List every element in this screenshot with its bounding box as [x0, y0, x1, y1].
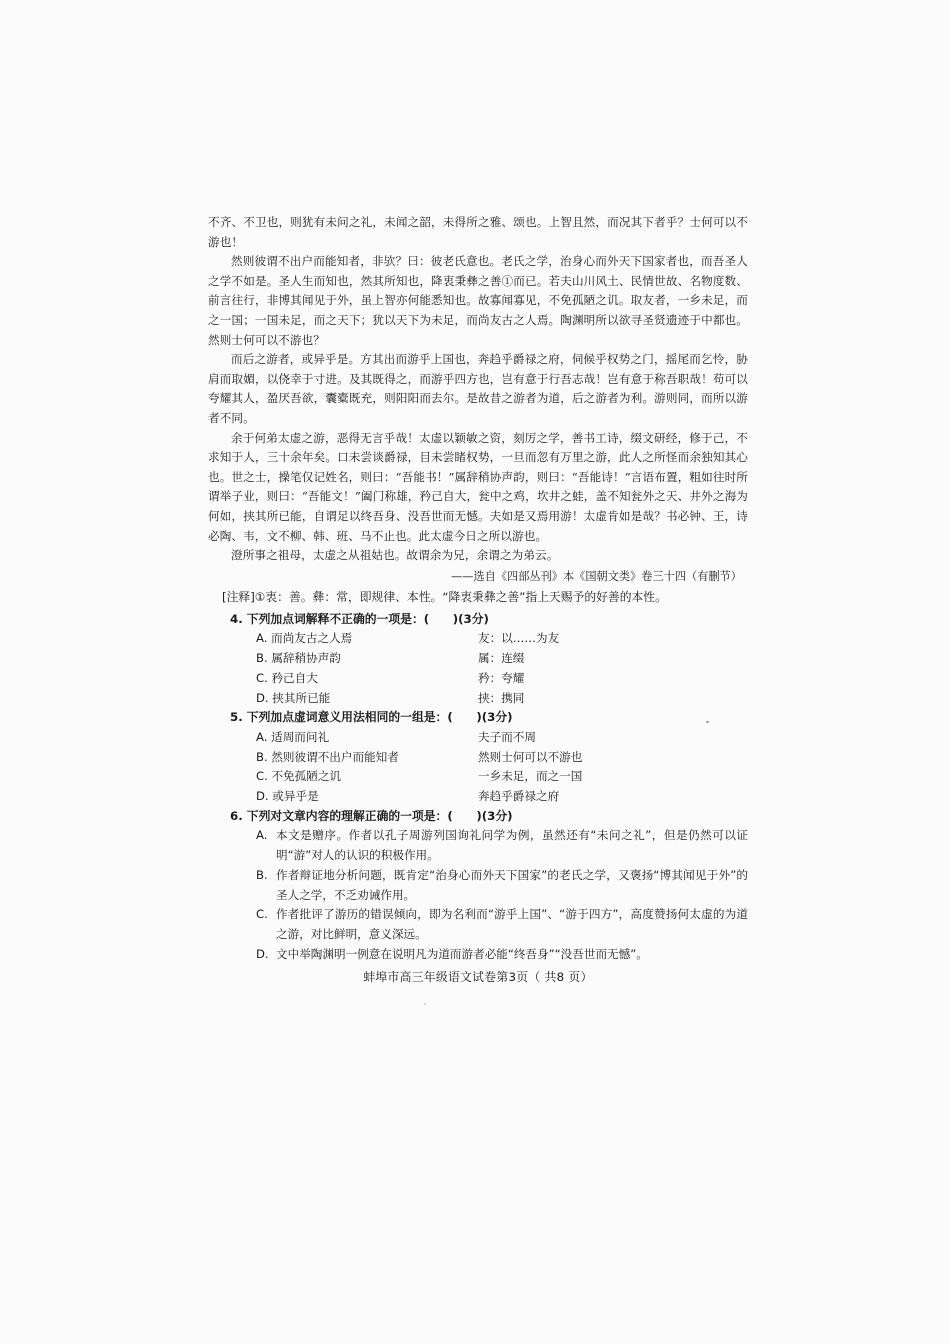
option-letter: B.: [256, 867, 268, 882]
option-text: A. 而尚友古之人焉: [256, 631, 353, 646]
option-pair: 然则士何可以不游也: [478, 749, 583, 764]
page-footer: 蚌埠市高三年级语文试卷第3页（ 共8 页）: [363, 970, 593, 985]
question-5: [208, 708, 748, 807]
question-4-option-c: [208, 669, 748, 689]
option-text: 文中举陶渊明一例意在说明凡为道而游者必能“终吾身”“没吾世而无憾”。: [276, 946, 648, 961]
question-6-option-a: [208, 826, 748, 865]
option-pair: 夫子而不周: [478, 729, 536, 744]
page-content: [208, 213, 748, 987]
classical-passage: [208, 213, 748, 586]
question-5-option-b: [208, 748, 748, 768]
option-text: D. 挟其所已能: [256, 690, 331, 705]
question-6-stem: 6. 下列对文章内容的理解正确的一项是：( )(3分): [230, 808, 513, 823]
passage-paragraph-4: 余于何弟太虚之游，恶得无言乎哉！太虚以颖敏之资，刻厉之学，善书工诗，缀文研经，修于己，不求知于人，三十余年矣。口未尝谈爵禄，目未尝睹权势，一旦而忽有万里之游，此人之所怪而余独知其心也。世之士，操笔仅记姓名，则曰：“吾能书！”属辞稍协声韵，则曰：“吾能诗！”言语布置，粗如往时所谓举子业，则曰：“吾能文！”阖门称雄，矜己自大，瓮中之鸡，坎井之蛙，盖不知瓮外之天、井外之海为何如，挟其所已能，自谓足以终吾身、没吾世而无憾。夫如是又焉用游！太虚肯如是哉？书必钟、王，诗必陶、韦，文不柳、韩、班、马不止也。此太虚今日之所以游也。: [208, 430, 748, 543]
passage-paragraph-1: 不齐、不卫也，则犹有未问之礼，未闻之韶，未得所之雅、颂也。上智且然，而况其下者乎？士何可以不游也！: [208, 215, 748, 249]
option-letter: D.: [256, 946, 269, 961]
scan-speck: [706, 721, 709, 723]
option-letter: C.: [256, 907, 268, 922]
question-4-option-d: [208, 689, 748, 709]
option-text: 作者辩证地分析问题，既肯定“治身心而外天下国家”的老氏之学，又褒扬“博其闻见于外”的圣人之学，不乏劝诫作用。: [276, 867, 748, 902]
option-gloss: 挟：携同: [478, 690, 525, 705]
question-5-option-c: [208, 767, 748, 787]
question-6-option-b: [208, 866, 748, 905]
question-5-option-d: [208, 787, 748, 807]
option-text: 作者批评了游历的错误倾向，即为名利而“游乎上国”、“游于四方”，高度赞扬何太虚的为道之游，对比鲜明，意义深远。: [276, 907, 748, 941]
option-text: C. 矜己自大: [256, 670, 318, 685]
question-4-option-a: [208, 629, 748, 649]
option-pair: 一乡未足，而之一国: [478, 769, 583, 784]
passage-source: ——选自《四部丛刊》本《国朝文类》卷三十四（有删节）: [451, 569, 742, 583]
option-text: A. 适周而问礼: [256, 729, 330, 744]
annotation-note: [注释]①衷：善。彝：常，即规律、本性。“降衷秉彝之善”指上天赐予的好善的本性。: [222, 589, 667, 604]
question-6-option-d: [208, 945, 748, 965]
question-4: [208, 610, 748, 709]
option-gloss: 矜：夸耀: [478, 670, 525, 685]
option-gloss: 友：以……为友: [478, 631, 560, 646]
option-text: B. 然则彼谓不出户而能知者: [256, 749, 399, 764]
option-pair: 奔趋乎爵禄之府: [478, 789, 560, 804]
option-text: B. 属辞稍协声韵: [256, 651, 341, 666]
option-gloss: 属：连缀: [478, 651, 525, 666]
question-4-option-b: [208, 649, 748, 669]
option-text: C. 不免孤陋之讥: [256, 769, 342, 784]
question-5-option-a: [208, 728, 748, 748]
option-letter: A.: [256, 828, 268, 843]
question-6-option-c: [208, 905, 748, 944]
scan-speck: [424, 1003, 426, 1005]
passage-paragraph-5: 澄所事之祖母，太虚之从祖姑也。故谓余为兄，余谓之为弟云。: [231, 548, 559, 563]
passage-paragraph-2: 然则彼谓不出户而能知者，非欤？曰：彼老氏意也。老氏之学，治身心而外天下国家者也，而吾圣人之学不如是。圣人生而知也，然其所知也，降衷秉彝之善①而已。若夫山川风土、民情世故、名物度数、前言往行，非博其闻见于外，虽上智亦何能悉知也。故寡闻寡见，不免孤陋之讥。取友者，一乡未足，而之一国；一国未足，而之天下；犹以天下为未足，而尚友古之人焉。陶渊明所以欲寻圣贤遗迹于中都也。然则士何可以不游也？: [208, 254, 748, 347]
question-5-stem: 5. 下列加点虚词意义用法相同的一组是：( )(3分): [230, 710, 513, 725]
passage-paragraph-3: 而后之游者，或异乎是。方其出而游乎上国也，奔趋乎爵禄之府，伺候乎权势之门，摇尾而乞怜，胁肩而取媚，以侥幸于寸进。及其既得之，而游乎四方也，岂有意于行吾志哉！岂有意于称吾职哉！苟可以夸耀其人，盈厌吾欲，囊橐既充，则阳阳而去尔。是故昔之游者为道，后之游者为利。游则同，而所以游者不同。: [208, 352, 748, 425]
question-6: [208, 807, 748, 965]
option-text: 本文是赠序。作者以孔子周游列国询礼问学为例，虽然还有“未问之礼”，但是仍然可以证明“游”对人的认识的积极作用。: [276, 828, 748, 863]
question-4-stem: 4. 下列加点词解释不正确的一项是：( )(3分): [230, 611, 489, 626]
option-text: D. 或异乎是: [256, 789, 319, 804]
